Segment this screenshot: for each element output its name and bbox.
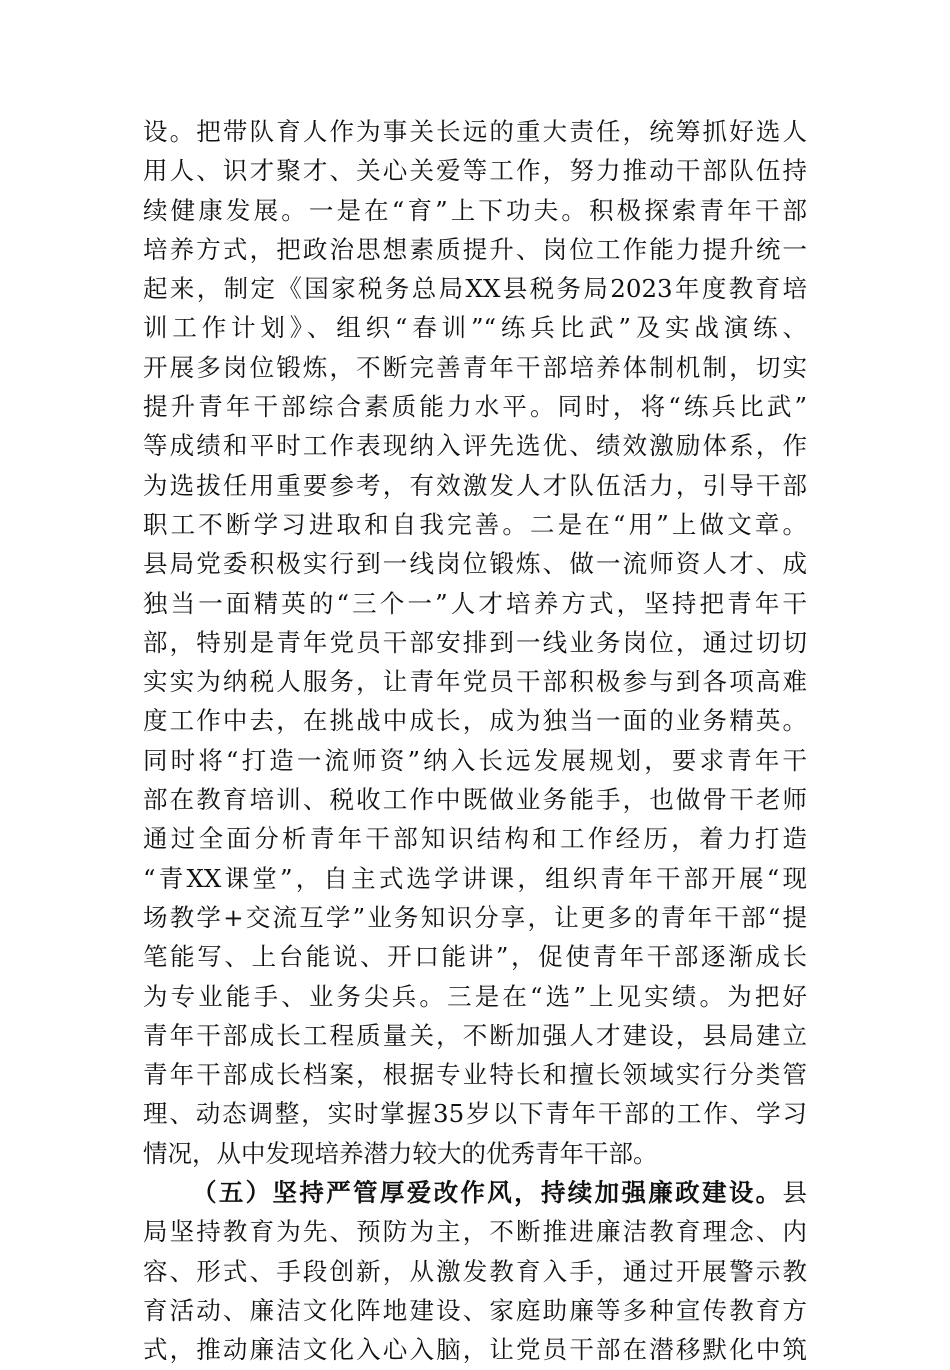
text-line: 通过全面分析青年干部知识结构和工作经历，着力打造: [143, 824, 807, 854]
text-line: 训工作计划》、组织“春训”“练兵比武”及实战演练、: [143, 313, 807, 343]
text-line: 为专业能手、业务尖兵。三是在“选”上见实绩。为把好: [143, 981, 807, 1011]
text-line: 育活动、廉洁文化阵地建设、家庭助廉等多种宣传教育方: [143, 1295, 807, 1325]
text-line: 开展多岗位锻炼，不断完善青年干部培养体制机制，切实: [143, 352, 807, 382]
section-heading-line: [143, 1173, 807, 1212]
text-line: 独当一面精英的“三个一”人才培养方式，坚持把青年干: [143, 588, 807, 618]
section-heading-tail: 县: [782, 1178, 807, 1208]
text-line: 实实为纳税人服务，让青年党员干部积极参与到各项高难: [143, 667, 807, 697]
text-line: 容、形式、手段创新，从激发教育入手，通过开展警示教: [143, 1256, 807, 1286]
text-line: 为选拔任用重要参考，有效激发人才队伍活力，引导干部: [143, 470, 807, 500]
text-line: 培养方式，把政治思想素质提升、岗位工作能力提升统一: [143, 234, 807, 264]
text-line: 部，特别是青年党员干部安排到一线业务岗位，通过切切: [143, 627, 807, 657]
paragraph-end-line: 情况，从中发现培养潜力较大的优秀青年干部。: [143, 1138, 658, 1168]
text-line: 式，推动廉洁文化入心入脑，让党员干部在潜移默化中筑: [143, 1335, 807, 1365]
text-line: 场教学+交流互学”业务知识分享，让更多的青年干部“提: [143, 902, 807, 932]
text-line: 同时将“打造一流师资”纳入长远发展规划，要求青年干: [143, 745, 807, 775]
text-line: 职工不断学习进取和自我完善。二是在“用”上做文章。: [143, 509, 807, 539]
text-line: 度工作中去，在挑战中成长，成为独当一面的业务精英。: [143, 706, 807, 736]
text-line: 县局党委积极实行到一线岗位锻炼、做一流师资人才、成: [143, 549, 807, 579]
text-line: 提升青年干部综合素质能力水平。同时，将“练兵比武”: [143, 392, 807, 422]
text-line: 等成绩和平时工作表现纳入评先选优、绩效激励体系，作: [143, 431, 807, 461]
document-body: [143, 112, 807, 1370]
text-line: 续健康发展。一是在“育”上下功夫。积极探索青年干部: [143, 195, 807, 225]
text-line: 部在教育培训、税收工作中既做业务能手，也做骨干老师: [143, 785, 807, 815]
text-line: 笔能写、上台能说、开口能讲”，促使青年干部逐渐成长: [143, 942, 807, 972]
text-line: 局坚持教育为先、预防为主，不断推进廉洁教育理念、内: [143, 1217, 807, 1247]
text-line: “青XX课堂”，自主式选学讲课，组织青年干部开展“现: [143, 863, 807, 893]
text-line: 用人、识才聚才、关心关爱等工作，努力推动干部队伍持: [143, 156, 807, 186]
text-line: 起来，制定《国家税务总局XX县税务局2023年度教育培: [143, 274, 807, 304]
text-line: 设。把带队育人作为事关长远的重大责任，统筹抓好选人: [143, 117, 807, 146]
text-line: 理、动态调整，实时掌握35岁以下青年干部的工作、学习: [143, 1099, 807, 1129]
section-heading: （五）坚持严管厚爱改作风，持续加强廉政建设。: [192, 1178, 783, 1208]
text-line: 青年干部成长档案，根据专业特长和擅长领域实行分类管: [143, 1060, 807, 1090]
text-line: 青年干部成长工程质量关，不断加强人才建设，县局建立: [143, 1020, 807, 1050]
